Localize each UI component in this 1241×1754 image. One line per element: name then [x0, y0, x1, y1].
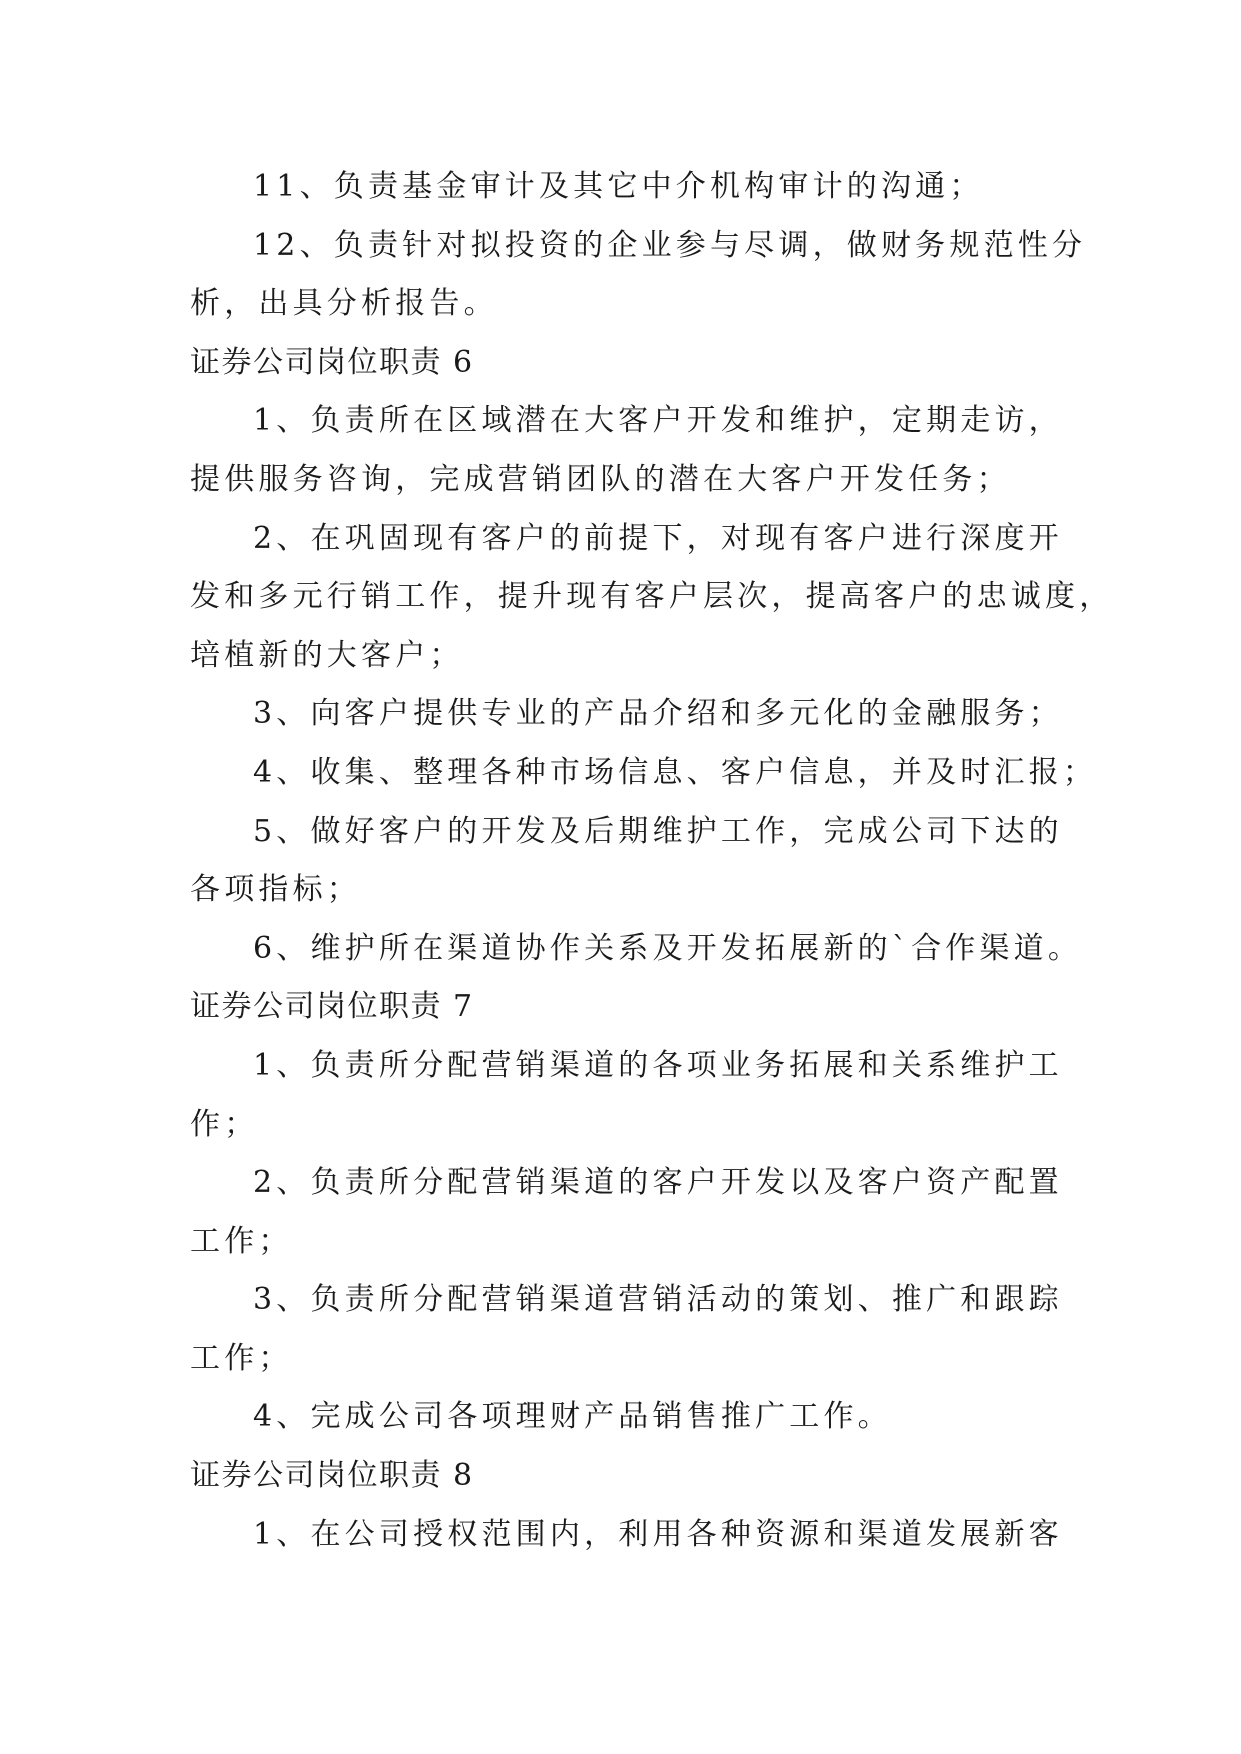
paragraph-line: 4、完成公司各项理财产品销售推广工作。 [253, 1399, 892, 1435]
paragraph-line: 11、负责基金审计及其它中介机构审计的沟通； [253, 169, 984, 204]
paragraph-line: 3、负责所分配营销渠道营销活动的策划、推广和跟踪 [253, 1282, 1063, 1318]
paragraph-line: 析，出具分析报告。 [190, 286, 498, 322]
section-heading: 证券公司岗位职责 6 [190, 344, 474, 380]
section-heading: 证券公司岗位职责 7 [190, 989, 474, 1025]
paragraph-line: 2、负责所分配营销渠道的客户开发以及客户资产配置 [253, 1165, 1063, 1201]
paragraph-line: 1、在公司授权范围内，利用各种资源和渠道发展新客 [253, 1516, 1063, 1552]
document-body [190, 158, 1114, 1564]
paragraph-line: 作； [190, 1106, 259, 1142]
paragraph-line: 3、向客户提供专业的产品介绍和多元化的金融服务； [253, 696, 1063, 732]
paragraph-line: 2、在巩固现有客户的前提下，对现有客户进行深度开 [253, 520, 1063, 556]
paragraph-line: 1、负责所分配营销渠道的各项业务拓展和关系维护工 [253, 1047, 1063, 1083]
paragraph-line: 各项指标； [190, 872, 361, 908]
paragraph-line: 6、维护所在渠道协作关系及开发拓展新的`合作渠道。 [253, 930, 1083, 966]
paragraph-line: 1、负责所在区域潜在大客户开发和维护，定期走访， [253, 403, 1063, 439]
paragraph-line: 培植新的大客户； [190, 637, 464, 673]
paragraph-line: 4、收集、整理各种市场信息、客户信息，并及时汇报； [253, 754, 1098, 790]
section-heading: 证券公司岗位职责 8 [190, 1458, 474, 1494]
paragraph-line: 工作； [190, 1223, 293, 1259]
paragraph-line: 提供服务咨询，完成营销团队的潜在大客户开发任务； [190, 461, 1011, 497]
paragraph-line: 5、做好客户的开发及后期维护工作，完成公司下达的 [253, 813, 1063, 849]
paragraph-line: 发和多元行销工作，提升现有客户层次，提高客户的忠诚度， [190, 579, 1114, 615]
paragraph-line: 12、负责针对拟投资的企业参与尽调，做财务规范性分 [253, 227, 1087, 263]
paragraph-line: 工作； [190, 1340, 293, 1376]
